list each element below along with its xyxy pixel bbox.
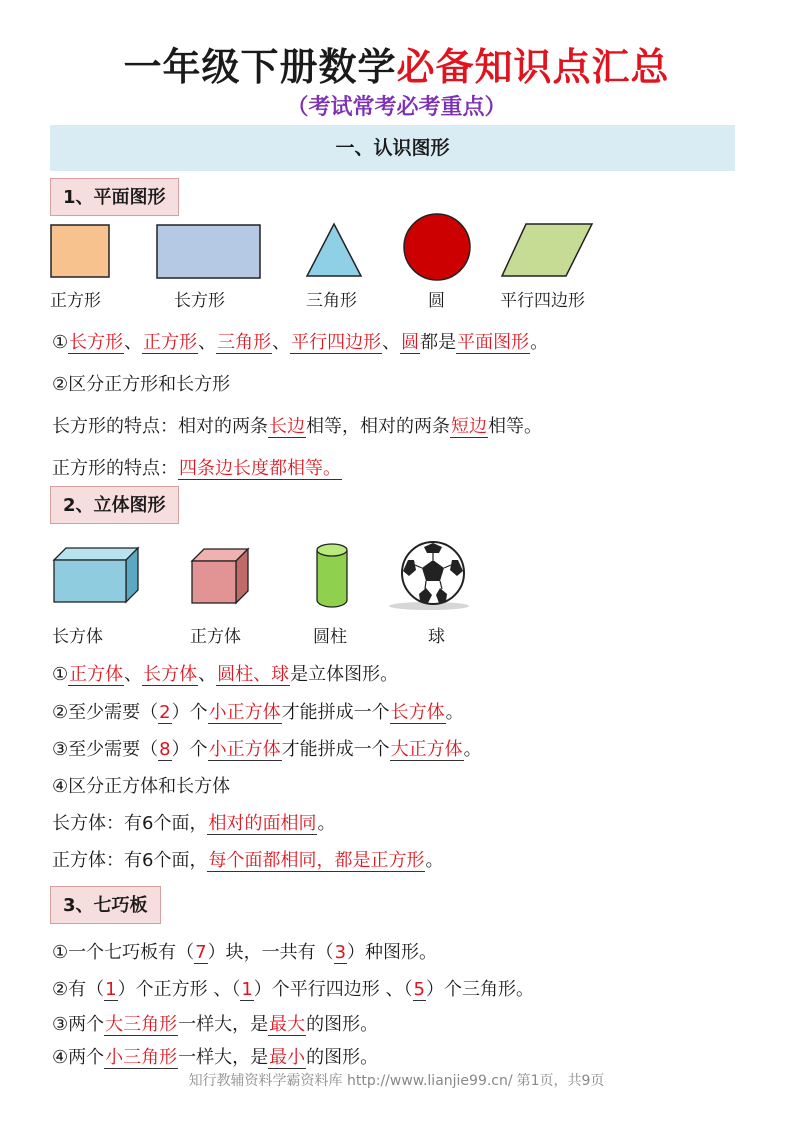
solid-shapes-line-1: ①正方体、长方体、圆柱、球是立体图形。 xyxy=(52,664,399,685)
plane-shapes-line-2: ②区分正方形和长方形 xyxy=(52,374,231,395)
solid-shapes-line-5: 长方体：有6个面，相对的面相同。 xyxy=(52,813,336,834)
plane-shapes-line-4: 正方形的特点：四条边长度都相等。 xyxy=(52,458,341,479)
circle-shape xyxy=(402,212,472,282)
section-heading-plane-shapes: 1、平面图形 xyxy=(50,178,179,216)
tangram-line-3: ③两个大三角形一样大，是最大的图形。 xyxy=(52,1014,379,1035)
solid-shapes-line-3: ③至少需要（8）个小正方体才能拼成一个大正方体。 xyxy=(52,739,482,760)
parallelogram-shape xyxy=(500,222,594,278)
solid-shapes-line-4: ④区分正方体和长方体 xyxy=(52,776,231,797)
plane-shapes-line-1: ①长方形、正方形、三角形、平行四边形、圆都是平面图形。 xyxy=(52,332,549,353)
tangram-line-4: ④两个小三角形一样大，是最小的图形。 xyxy=(52,1047,379,1068)
caption-cube: 正方体 xyxy=(190,627,241,647)
solid-shapes-line-2: ②至少需要（2）个小正方体才能拼成一个长方体。 xyxy=(52,702,464,723)
soccer-ball-icon xyxy=(386,538,472,612)
plane-shapes-line-3: 长方形的特点：相对的两条长边相等，相对的两条短边相等。 xyxy=(52,416,542,437)
section-heading-tangram: 3、七巧板 xyxy=(50,886,161,924)
cylinder-shape xyxy=(314,542,350,610)
square-shape xyxy=(50,224,112,278)
page-title: 一年级下册数学必备知识点汇总 xyxy=(123,45,670,89)
cuboid-shape xyxy=(52,546,142,606)
rectangle-shape xyxy=(156,224,262,280)
chapter-banner: 一、认识图形 xyxy=(50,125,735,171)
page-number: 第1页，共9页 xyxy=(516,1073,605,1089)
page-subtitle: （考试常考必考重点） xyxy=(286,95,507,120)
caption-triangle: 三角形 xyxy=(306,291,357,311)
caption-cuboid: 长方体 xyxy=(52,627,103,647)
caption-circle: 圆 xyxy=(428,291,445,311)
caption-sphere: 球 xyxy=(428,627,445,647)
caption-cylinder: 圆柱 xyxy=(313,627,347,647)
cube-shape xyxy=(190,547,252,607)
triangle-shape xyxy=(305,222,363,278)
caption-square: 正方形 xyxy=(50,291,101,311)
tangram-line-2: ②有（1）个正方形 、（1）个平行四边形 、（5）个三角形。 xyxy=(52,979,534,1000)
watermark-text: 知行教辅资料学霸资料库 http://www.lianjie99.cn/ xyxy=(188,1073,513,1089)
caption-rectangle: 长方形 xyxy=(174,291,225,311)
caption-parallelogram: 平行四边形 xyxy=(500,291,585,311)
solid-shapes-line-6: 正方体：有6个面，每个面都相同，都是正方形。 xyxy=(52,850,444,871)
page-footer xyxy=(0,1070,793,1090)
section-heading-solid-shapes: 2、立体图形 xyxy=(50,486,179,524)
tangram-line-1: ①一个七巧板有（7）块，一共有（3）种图形。 xyxy=(52,942,438,963)
